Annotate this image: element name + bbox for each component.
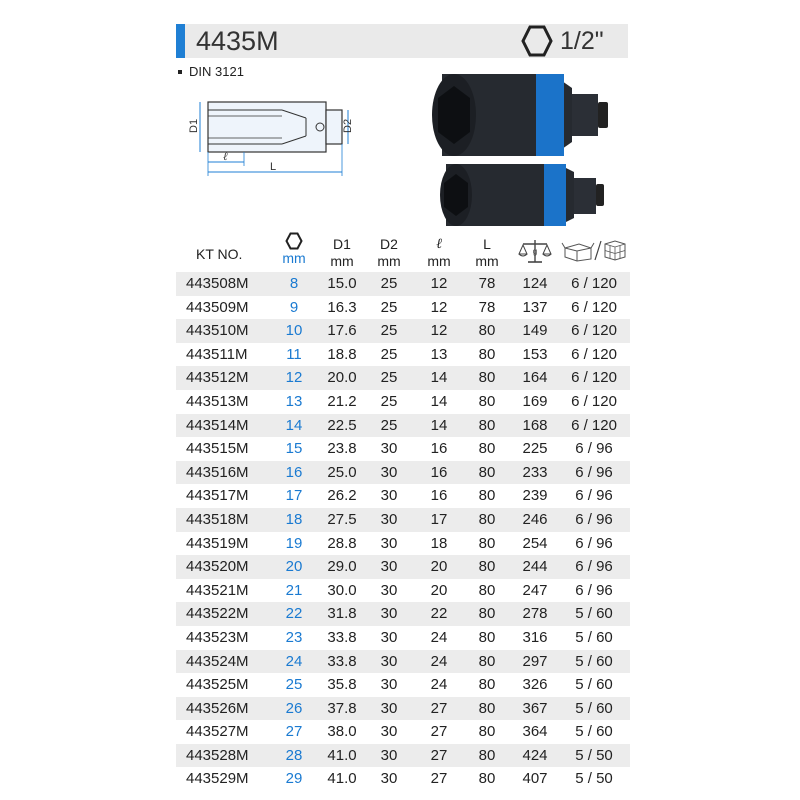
cell-hex-size: 20 (285, 558, 303, 576)
table-row (176, 461, 630, 485)
cell-d2: 25 (380, 275, 398, 292)
cell-weight: 233 (522, 463, 548, 481)
standard-label (178, 64, 244, 79)
cell-kt-no: 443515M (186, 440, 249, 458)
cell-l-small: 16 (430, 463, 448, 481)
table-row (176, 720, 630, 744)
cell-weight: 278 (522, 605, 548, 623)
cell-l: 80 (478, 369, 496, 387)
cell-l-small: 12 (430, 322, 448, 340)
cell-weight: 149 (522, 322, 548, 340)
cell-hex-size: 19 (285, 534, 303, 552)
cell-l: 80 (478, 581, 496, 599)
cell-l-small: 18 (430, 534, 448, 552)
cell-weight: 367 (522, 699, 548, 717)
header-l (464, 236, 510, 270)
cell-d2: 30 (380, 746, 398, 764)
socket-product-image (424, 66, 634, 226)
cell-weight: 168 (522, 416, 548, 434)
cell-l-small: 14 (430, 369, 448, 387)
cell-packaging: 5 / 60 (575, 699, 613, 717)
cell-l: 80 (478, 676, 496, 694)
header-l-label: L (483, 236, 491, 252)
cell-packaging: 6 / 120 (571, 369, 617, 387)
cell-packaging: 5 / 50 (575, 770, 613, 788)
cell-d1: 41.0 (327, 746, 357, 764)
cell-packaging: 6 / 96 (575, 487, 613, 505)
cell-d2: 25 (380, 345, 398, 363)
cell-d1: 33.8 (327, 628, 357, 646)
header-d1-label: D1 (333, 236, 351, 252)
cell-hex-size: 18 (285, 510, 303, 528)
header-d2-unit: mm (377, 253, 401, 269)
cell-l: 80 (478, 322, 496, 340)
cell-packaging: 6 / 96 (575, 558, 613, 576)
cell-kt-no: 443520M (186, 558, 249, 576)
cell-hex-size: 13 (285, 392, 303, 410)
cell-kt-no: 443529M (186, 770, 249, 788)
cell-packaging: 6 / 120 (571, 416, 617, 434)
model-title: 4435M (196, 26, 279, 56)
cell-weight: 169 (522, 392, 548, 410)
cell-d1: 33.8 (327, 652, 357, 670)
table-row (176, 673, 630, 697)
header-d2-label: D2 (380, 236, 398, 252)
header-weight (512, 236, 558, 266)
table-row (176, 555, 630, 579)
cell-weight: 424 (522, 746, 548, 764)
cell-l: 80 (478, 628, 496, 646)
cell-d2: 30 (380, 440, 398, 458)
cell-l-small: 27 (430, 746, 448, 764)
cell-d2: 25 (380, 369, 398, 387)
spec-table (176, 232, 630, 791)
cell-l-small: 22 (430, 605, 448, 623)
cell-l-small: 14 (430, 392, 448, 410)
socket-dimension-diagram (186, 96, 356, 180)
cell-packaging: 5 / 60 (575, 628, 613, 646)
cell-d2: 30 (380, 463, 398, 481)
cell-packaging: 5 / 60 (575, 605, 613, 623)
cell-l-small: 20 (430, 558, 448, 576)
cell-hex-size: 27 (285, 723, 303, 741)
cell-weight: 407 (522, 770, 548, 788)
cell-d2: 30 (380, 723, 398, 741)
d2-label: D2 (342, 118, 354, 133)
cell-packaging: 6 / 96 (575, 510, 613, 528)
cell-l-small: 27 (430, 699, 448, 717)
cell-kt-no: 443521M (186, 581, 249, 599)
cell-l-small: 16 (430, 440, 448, 458)
cell-weight: 225 (522, 440, 548, 458)
cell-d1: 20.0 (327, 369, 357, 387)
header-l-small-label: ℓ (436, 237, 442, 252)
cell-packaging: 6 / 120 (571, 322, 617, 340)
cell-d1: 29.0 (327, 558, 357, 576)
table-row (176, 390, 630, 414)
cell-l-small: 24 (430, 628, 448, 646)
cell-l-small: 24 (430, 652, 448, 670)
cell-kt-no: 443513M (186, 392, 249, 410)
cell-l-small: 20 (430, 581, 448, 599)
weight-unit: g (532, 247, 538, 256)
cell-packaging: 6 / 120 (571, 275, 617, 292)
table-row (176, 319, 630, 343)
cell-l-small: 13 (430, 345, 448, 363)
cell-d1: 23.8 (327, 440, 357, 458)
cell-d1: 30.0 (327, 581, 357, 599)
cell-kt-no: 443510M (186, 322, 249, 340)
cell-l-small: 27 (430, 770, 448, 788)
drive-size-group (520, 24, 604, 58)
cell-d2: 30 (380, 534, 398, 552)
table-row (176, 272, 630, 296)
table-row (176, 484, 630, 508)
cell-kt-no: 443516M (186, 463, 249, 481)
cell-l: 80 (478, 416, 496, 434)
cell-l-small: 16 (430, 487, 448, 505)
cell-l: 80 (478, 605, 496, 623)
cell-kt-no: 443523M (186, 628, 249, 646)
cell-d2: 30 (380, 510, 398, 528)
cell-kt-no: 443518M (186, 510, 249, 528)
cell-hex-size: 11 (286, 345, 302, 363)
cell-packaging: 6 / 96 (575, 463, 613, 481)
l-small-label: ℓ (223, 151, 228, 163)
cell-d1: 25.0 (327, 463, 357, 481)
cell-kt-no: 443526M (186, 699, 249, 717)
cell-l: 80 (478, 558, 496, 576)
table-row (176, 602, 630, 626)
cell-l: 80 (478, 746, 496, 764)
cell-l: 80 (478, 723, 496, 741)
scale-weight-icon (517, 236, 553, 266)
table-row (176, 744, 630, 768)
cell-weight: 246 (522, 510, 548, 528)
cell-d1: 15.0 (327, 275, 357, 292)
cell-hex-size: 10 (285, 322, 303, 340)
cell-d2: 30 (380, 558, 398, 576)
cell-kt-no: 443514M (186, 416, 249, 434)
standard-text: DIN 3121 (189, 64, 244, 79)
socket-small-image (440, 164, 604, 226)
cell-d1: 17.6 (327, 322, 357, 340)
cell-d1: 16.3 (327, 298, 357, 316)
cell-hex-size: 28 (285, 746, 303, 764)
table-row (176, 697, 630, 721)
cell-d2: 25 (380, 416, 398, 434)
cell-weight: 239 (522, 487, 548, 505)
cell-packaging: 6 / 120 (571, 298, 617, 316)
cell-d1: 41.0 (327, 770, 357, 788)
cell-packaging: 5 / 60 (575, 723, 613, 741)
cell-d1: 31.8 (327, 605, 357, 623)
cell-packaging: 5 / 50 (575, 746, 613, 764)
cell-kt-no: 443525M (186, 676, 249, 694)
header-d2 (366, 236, 412, 270)
cell-d2: 30 (380, 676, 398, 694)
cell-kt-no: 443509M (186, 298, 249, 316)
cell-l-small: 14 (430, 416, 448, 434)
cell-packaging: 6 / 120 (571, 345, 617, 363)
cell-d2: 25 (380, 298, 398, 316)
cell-kt-no: 443524M (186, 652, 249, 670)
cell-hex-size: 15 (285, 440, 303, 458)
cell-l: 80 (478, 510, 496, 528)
hexagon-icon (285, 232, 303, 250)
header-hex-unit: mm (282, 250, 306, 266)
cell-hex-size: 14 (285, 416, 303, 434)
cell-d1: 22.5 (327, 416, 357, 434)
cell-weight: 153 (522, 345, 548, 363)
header-l-unit: mm (475, 253, 499, 269)
cell-weight: 297 (522, 652, 548, 670)
cell-weight: 316 (522, 628, 548, 646)
cell-l: 78 (478, 275, 496, 292)
cell-d1: 28.8 (327, 534, 357, 552)
cell-hex-size: 9 (289, 298, 299, 316)
cell-l: 78 (478, 298, 496, 316)
box-packaging-icon (561, 238, 627, 262)
cell-kt-no: 443517M (186, 487, 249, 505)
cell-kt-no: 443508M (186, 275, 249, 292)
cell-hex-size: 23 (285, 628, 303, 646)
table-row (176, 437, 630, 461)
table-row (176, 650, 630, 674)
cell-weight: 164 (522, 369, 548, 387)
table-row (176, 579, 630, 603)
socket-large-image (432, 74, 608, 156)
cell-weight: 247 (522, 581, 548, 599)
cell-weight: 326 (522, 676, 548, 694)
table-row (176, 414, 630, 438)
table-row (176, 366, 630, 390)
cell-hex-size: 24 (285, 652, 303, 670)
cell-hex-size: 26 (285, 699, 303, 717)
cell-d2: 30 (380, 770, 398, 788)
cell-hex-size: 25 (285, 676, 303, 694)
cell-hex-size: 29 (285, 770, 303, 788)
cell-l-small: 12 (430, 275, 448, 292)
cell-packaging: 6 / 96 (575, 440, 613, 458)
cell-l: 80 (478, 770, 496, 788)
cell-weight: 137 (522, 298, 548, 316)
header-accent (176, 24, 185, 58)
cell-d2: 25 (380, 392, 398, 410)
cell-hex-size: 16 (285, 463, 303, 481)
cell-d1: 37.8 (327, 699, 357, 717)
cell-d1: 35.8 (327, 676, 357, 694)
cell-d1: 27.5 (327, 510, 357, 528)
cell-d2: 30 (380, 581, 398, 599)
cell-l-small: 12 (430, 298, 448, 316)
cell-kt-no: 443519M (186, 534, 249, 552)
cell-l-small: 17 (430, 510, 448, 528)
cell-packaging: 6 / 96 (575, 534, 613, 552)
cell-hex-size: 12 (285, 369, 303, 387)
cell-l: 80 (478, 652, 496, 670)
cell-l-small: 27 (430, 723, 448, 741)
cell-kt-no: 443528M (186, 746, 249, 764)
cell-d1: 38.0 (327, 723, 357, 741)
cell-packaging: 6 / 96 (575, 581, 613, 599)
cell-hex-size: 21 (285, 581, 303, 599)
table-header (176, 232, 630, 272)
cell-kt-no: 443522M (186, 605, 249, 623)
cell-d2: 30 (380, 699, 398, 717)
cell-weight: 124 (522, 275, 548, 292)
cell-l: 80 (478, 392, 496, 410)
table-row (176, 343, 630, 367)
cell-weight: 244 (522, 558, 548, 576)
header-l-small-unit: mm (427, 253, 451, 269)
table-row (176, 296, 630, 320)
cell-hex-size: 8 (289, 275, 299, 292)
d1-label: D1 (188, 118, 200, 133)
cell-packaging: 6 / 120 (571, 392, 617, 410)
cell-l: 80 (478, 440, 496, 458)
drive-size: 1/2" (560, 26, 604, 55)
cell-packaging: 5 / 60 (575, 676, 613, 694)
cell-kt-no: 443511M (186, 345, 248, 363)
cell-l-small: 24 (430, 676, 448, 694)
cell-l: 80 (478, 699, 496, 717)
cell-l: 80 (478, 487, 496, 505)
cell-d2: 30 (380, 652, 398, 670)
cell-d1: 21.2 (327, 392, 357, 410)
cell-l: 80 (478, 463, 496, 481)
l-large-label: L (270, 161, 277, 173)
cell-packaging: 5 / 60 (575, 652, 613, 670)
cell-d2: 30 (380, 487, 398, 505)
table-row (176, 532, 630, 556)
header-packaging (558, 238, 630, 262)
cell-l: 80 (478, 534, 496, 552)
cell-weight: 364 (522, 723, 548, 741)
cell-l: 80 (478, 345, 496, 363)
header-d1 (318, 236, 366, 270)
table-body (176, 272, 630, 791)
header-d1-unit: mm (330, 253, 354, 269)
cell-d1: 18.8 (327, 345, 357, 363)
cell-d1: 26.2 (327, 487, 357, 505)
cell-hex-size: 22 (285, 605, 303, 623)
cell-hex-size: 17 (285, 487, 303, 505)
bullet-icon (178, 70, 182, 74)
table-row (176, 626, 630, 650)
hexagon-icon (520, 24, 554, 58)
cell-d2: 30 (380, 605, 398, 623)
table-row (176, 508, 630, 532)
header-hex (274, 232, 314, 267)
header-kt-no: KT NO. (196, 246, 243, 262)
cell-d2: 30 (380, 628, 398, 646)
cell-kt-no: 443512M (186, 369, 249, 387)
table-row (176, 767, 630, 791)
header-l-small (416, 236, 462, 270)
cell-d2: 25 (380, 322, 398, 340)
cell-weight: 254 (522, 534, 548, 552)
cell-kt-no: 443527M (186, 723, 249, 741)
